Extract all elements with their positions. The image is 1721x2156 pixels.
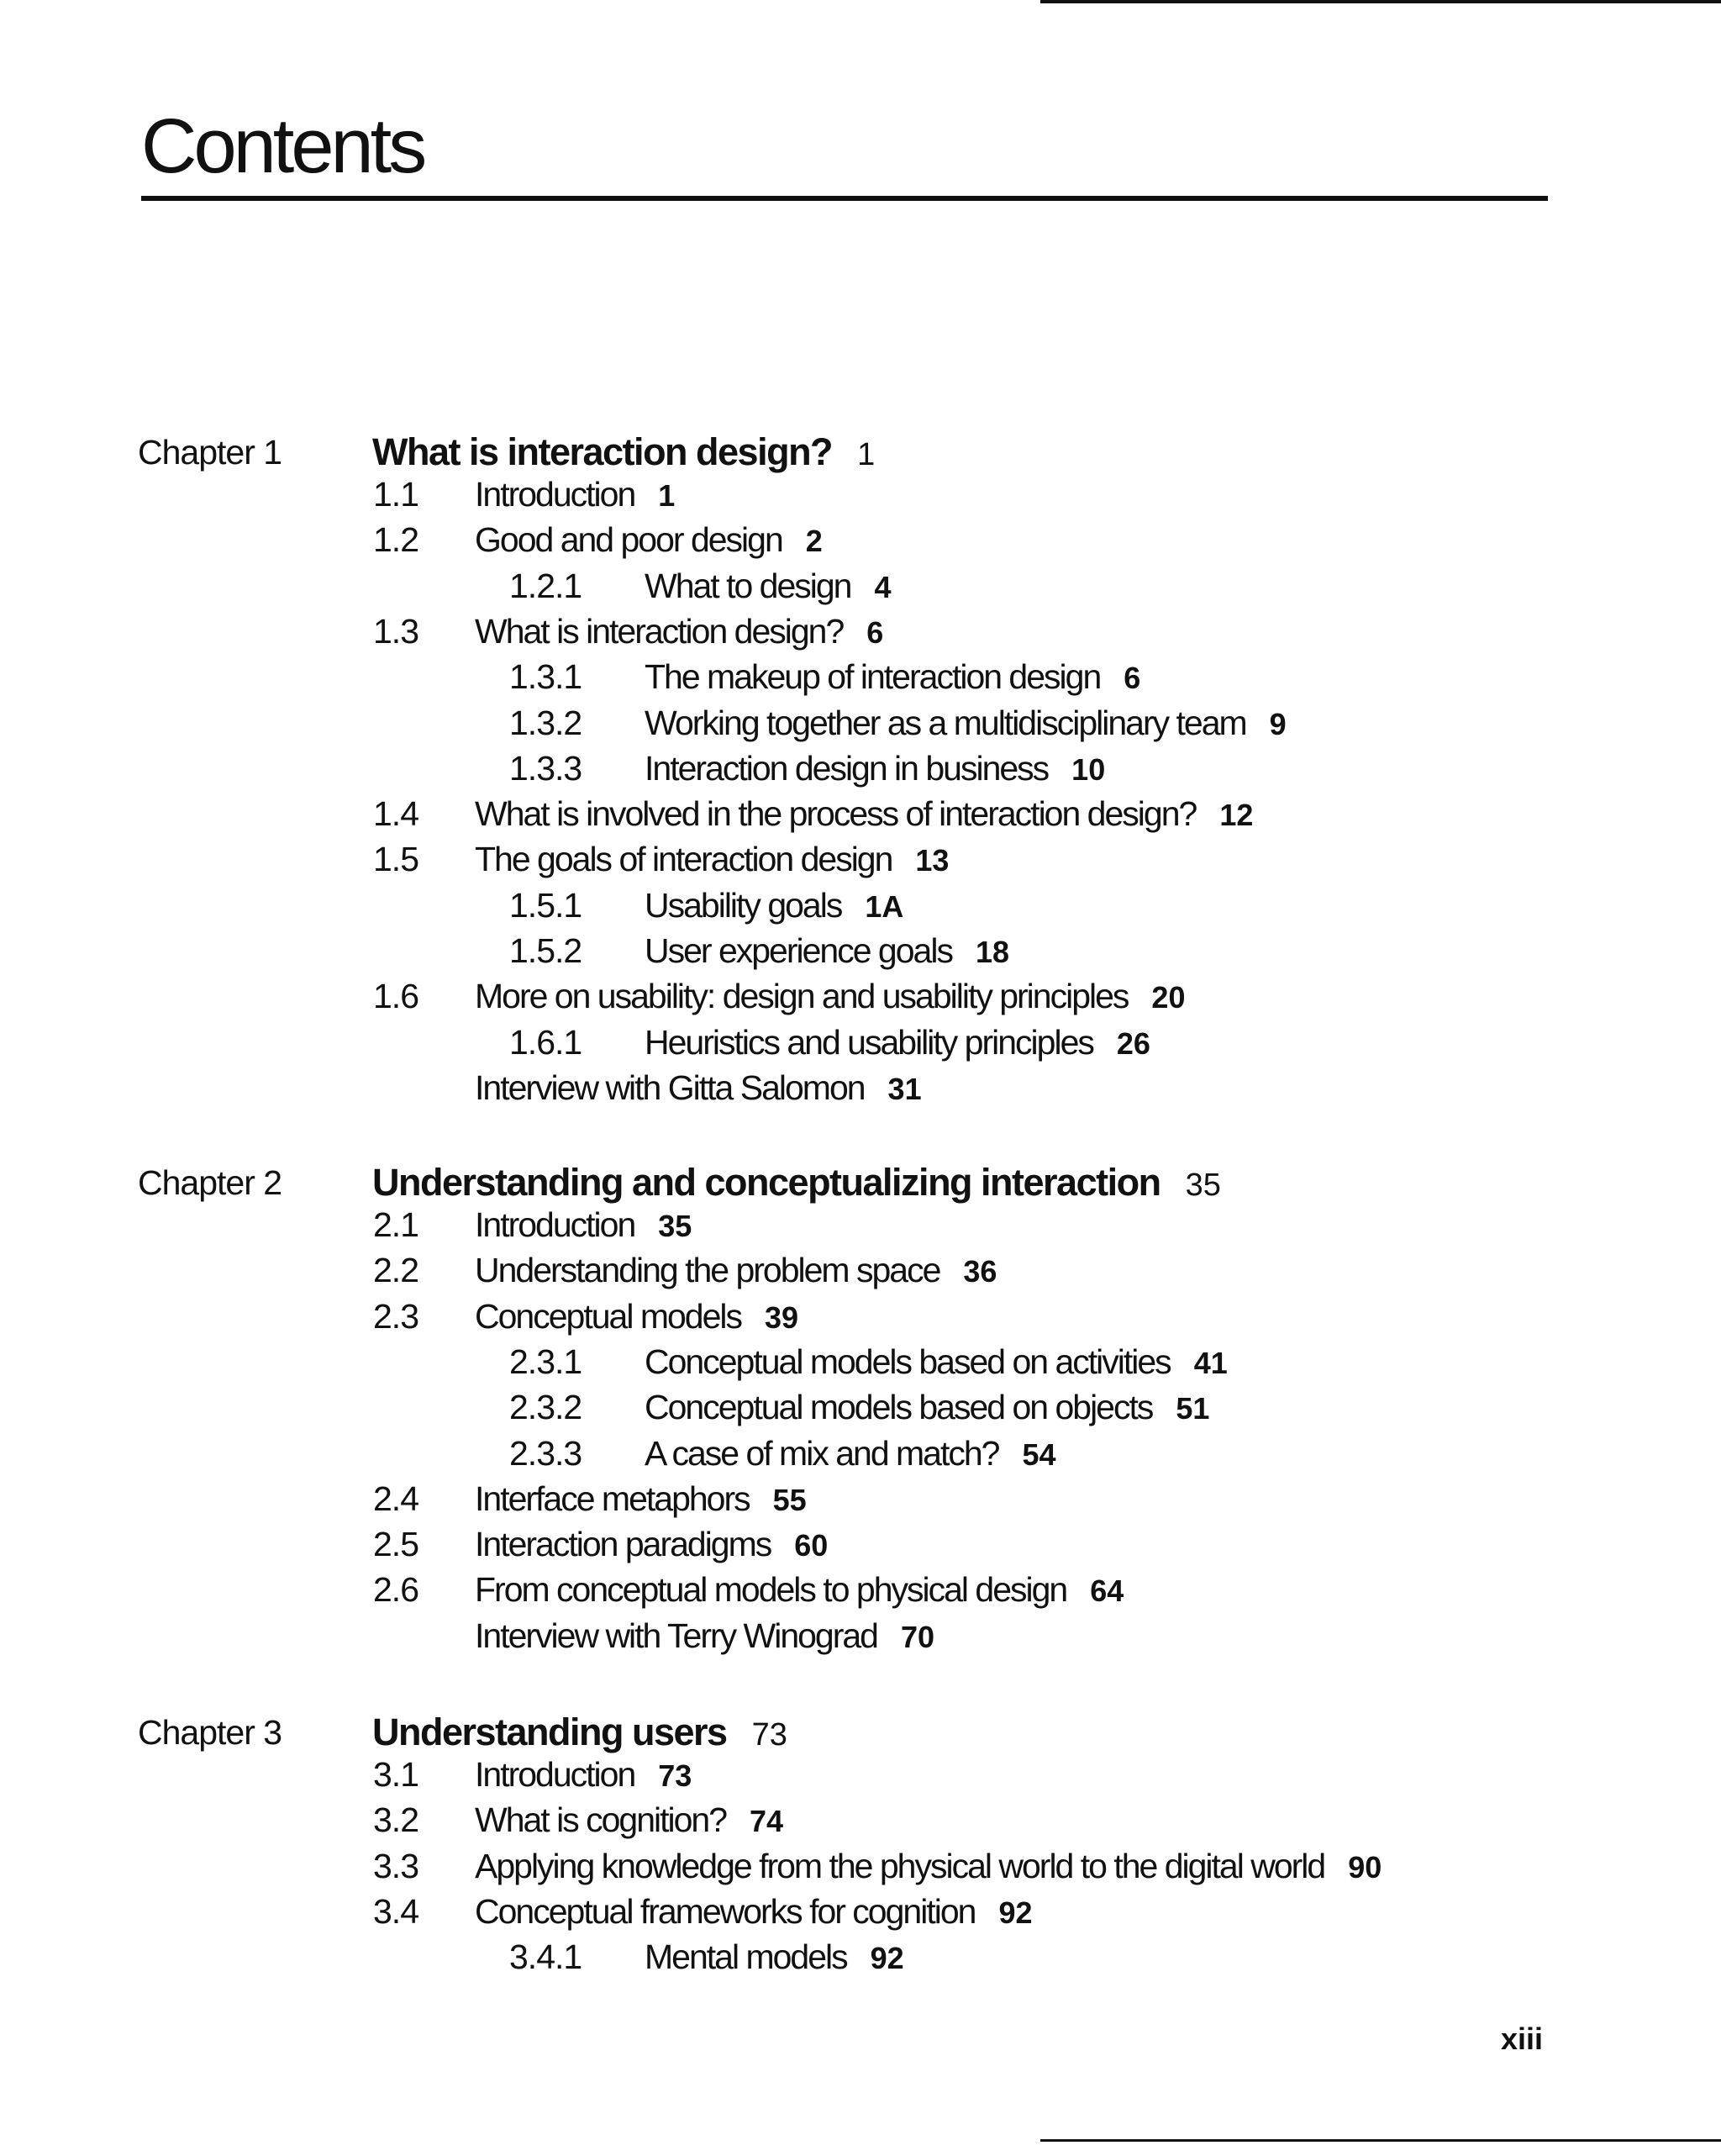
chapter-title-text: Understanding users — [372, 1711, 727, 1753]
section-title — [645, 931, 1009, 970]
section-title — [475, 1479, 807, 1518]
section-page-number: 39 — [764, 1299, 799, 1335]
section-title — [645, 1390, 1209, 1425]
chapter-page-number: 73 — [751, 1717, 787, 1753]
chapter-title — [372, 1161, 1221, 1205]
section-title — [475, 1846, 1382, 1885]
section-title-text: What is cognition? — [475, 1800, 727, 1840]
section-title — [475, 1205, 692, 1244]
section-title — [645, 566, 892, 605]
section-title — [645, 748, 1106, 788]
section-number: 1.6.1 — [509, 1022, 582, 1062]
section-number: 2.3 — [373, 1296, 418, 1336]
section-title-text: Applying knowledge from the physical world to the digital world — [475, 1846, 1325, 1885]
section-title — [475, 1755, 692, 1794]
section-number: 1.3.3 — [509, 748, 582, 788]
section-title — [475, 979, 1185, 1014]
chapter-page-number: 35 — [1185, 1168, 1221, 1203]
section-number: 1.5.2 — [509, 931, 582, 970]
section-page-number: 73 — [658, 1758, 692, 1793]
section-page-number: 64 — [1090, 1574, 1124, 1609]
section-number: 3.4.1 — [509, 1937, 582, 1977]
section-title-text: Heuristics and usability principles — [645, 1022, 1093, 1062]
section-page-number: 55 — [772, 1482, 807, 1517]
title-rule — [141, 196, 1548, 201]
section-title-text: Interaction design in business — [645, 748, 1049, 788]
section-title-text: A case of mix and match? — [645, 1433, 999, 1473]
section-page-number: 1A — [865, 888, 904, 924]
section-title — [475, 1891, 1033, 1931]
section-number: 1.2 — [373, 520, 418, 560]
chapter-title-text: Understanding and conceptualizing interaction — [372, 1161, 1160, 1204]
section-title — [475, 1296, 799, 1336]
section-number: 1.4 — [373, 794, 418, 834]
bottom-rule — [1040, 2139, 1721, 2142]
page-folio: xiii — [1500, 2022, 1543, 2056]
section-title-text: Understanding the problem space — [475, 1251, 940, 1290]
section-number: 2.2 — [373, 1251, 418, 1290]
chapter-label: Chapter 1 — [138, 433, 282, 472]
chapter-label: Chapter 2 — [138, 1163, 282, 1202]
section-page-number: 6 — [866, 614, 884, 650]
section-number: 1.3 — [373, 611, 418, 651]
section-title — [645, 885, 904, 925]
section-title-text: Introduction — [475, 1755, 635, 1794]
top-rule — [1040, 0, 1721, 3]
section-number: 1.6 — [373, 977, 418, 1016]
section-title-text: Working together as a multidisciplinary team — [645, 703, 1246, 742]
section-title — [475, 1616, 935, 1655]
section-number: 2.1 — [373, 1205, 418, 1244]
section-page-number: 1 — [658, 478, 676, 513]
section-number: 1.3.1 — [509, 657, 582, 697]
section-page-number: 54 — [1022, 1436, 1056, 1472]
section-page-number: 36 — [963, 1254, 997, 1289]
section-title — [475, 477, 675, 512]
section-number: 1.1 — [373, 475, 418, 514]
section-title-text: Interview with Terry Winograd — [475, 1616, 877, 1655]
section-page-number: 70 — [900, 1619, 935, 1654]
section-title — [475, 520, 823, 560]
section-page-number: 51 — [1176, 1391, 1210, 1426]
section-title-text: User experience goals — [645, 931, 952, 970]
section-page-number: 18 — [975, 935, 1009, 969]
section-title — [475, 1800, 784, 1840]
section-page-number: 20 — [1151, 980, 1186, 1015]
section-title — [645, 703, 1287, 742]
section-page-number: 60 — [794, 1528, 829, 1563]
section-number: 2.4 — [373, 1479, 418, 1518]
section-page-number: 4 — [874, 569, 892, 604]
section-title-text: Conceptual models — [475, 1296, 741, 1336]
section-number: 2.5 — [373, 1525, 418, 1564]
section-title-text: Introduction — [475, 1205, 635, 1244]
section-number: 2.6 — [373, 1570, 418, 1610]
section-title-text: What is involved in the process of interaction design? — [475, 794, 1197, 834]
section-title-text: Interview with Gitta Salomon — [475, 1067, 865, 1107]
section-title-text: More on usability: design and usability principles — [475, 977, 1129, 1016]
section-title-text: The goals of interaction design — [475, 840, 892, 879]
section-title-text: Interface metaphors — [475, 1479, 750, 1518]
section-number: 3.4 — [373, 1891, 418, 1931]
page-title: Contents — [141, 103, 424, 189]
section-page-number: 90 — [1348, 1849, 1382, 1885]
section-number: 1.2.1 — [509, 566, 582, 605]
section-title — [475, 794, 1254, 834]
section-page-number: 31 — [887, 1071, 922, 1106]
section-title-text: Conceptual frameworks for cognition — [475, 1891, 976, 1931]
section-title-text: From conceptual models to physical design — [475, 1570, 1067, 1610]
chapter-title-text: What is interaction design? — [372, 430, 833, 473]
section-title-text: Usability goals — [645, 885, 842, 925]
chapter-title — [372, 430, 875, 474]
section-title-text: Conceptual models based on objects — [645, 1388, 1153, 1427]
section-title — [645, 657, 1141, 697]
section-number: 1.3.2 — [509, 703, 582, 742]
section-number: 3.1 — [373, 1755, 418, 1794]
section-number: 1.5.1 — [509, 885, 582, 925]
section-page-number: 9 — [1269, 706, 1287, 741]
section-page-number: 10 — [1071, 751, 1106, 787]
section-number: 2.3.3 — [509, 1433, 582, 1473]
section-title-text: What to design — [645, 566, 851, 605]
section-page-number: 41 — [1193, 1345, 1228, 1380]
section-page-number: 92 — [998, 1895, 1033, 1930]
section-title — [475, 611, 884, 651]
chapter-page-number: 1 — [857, 437, 876, 472]
section-title-text: The makeup of interaction design — [645, 657, 1101, 697]
section-number: 3.2 — [373, 1800, 418, 1840]
section-page-number: 6 — [1124, 661, 1141, 696]
section-title — [645, 1022, 1150, 1062]
section-number: 2.3.1 — [509, 1342, 582, 1381]
section-page-number: 2 — [805, 524, 823, 559]
section-title — [645, 1937, 904, 1977]
section-title-text: Mental models — [645, 1937, 847, 1977]
section-title — [475, 842, 949, 877]
section-page-number: 26 — [1116, 1025, 1150, 1061]
section-title — [475, 1570, 1124, 1610]
section-title-text: What is interaction design? — [475, 611, 844, 651]
section-title — [475, 1067, 922, 1107]
section-title-text: Interaction paradigms — [475, 1525, 771, 1564]
section-title-text: Conceptual models based on activities — [645, 1342, 1171, 1381]
section-page-number: 13 — [915, 843, 950, 878]
section-number: 1.5 — [373, 840, 418, 879]
section-number: 2.3.2 — [509, 1388, 582, 1427]
chapter-label: Chapter 3 — [138, 1713, 282, 1752]
section-title — [645, 1342, 1228, 1381]
section-page-number: 12 — [1219, 798, 1254, 833]
section-title-text: Good and poor design — [475, 520, 782, 560]
section-page-number: 74 — [750, 1804, 784, 1839]
section-title — [475, 1253, 997, 1288]
section-title — [475, 1527, 828, 1562]
section-title-text: Introduction — [475, 475, 635, 514]
section-page-number: 92 — [870, 1941, 904, 1976]
chapter-title — [372, 1711, 787, 1754]
section-number: 3.3 — [373, 1846, 418, 1885]
section-title — [645, 1433, 1056, 1473]
section-page-number: 35 — [658, 1209, 692, 1243]
